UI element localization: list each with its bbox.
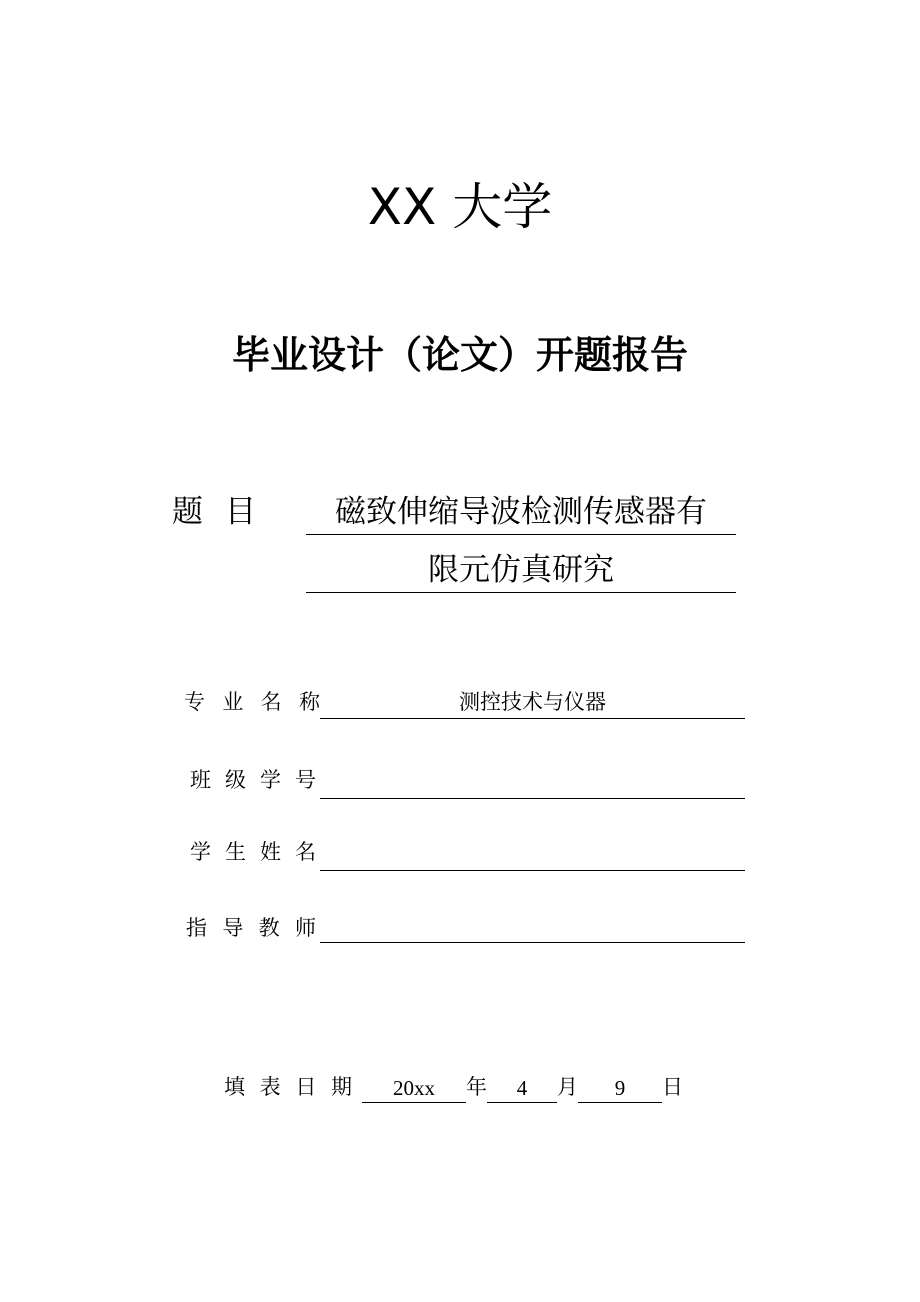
fill-date-label xyxy=(224,1071,352,1103)
student-name-field[interactable] xyxy=(320,838,745,871)
topic-label xyxy=(172,490,256,534)
label-char: 业 xyxy=(222,690,244,714)
label-char: 填 xyxy=(224,1075,245,1099)
topic-line-1[interactable]: 磁致伸缩导波检测传感器有 xyxy=(306,490,736,535)
university-name: XX 大学 xyxy=(367,178,553,236)
major-field[interactable]: 测控技术与仪器 xyxy=(320,686,745,719)
class-id-field[interactable] xyxy=(320,766,745,799)
label-char: 表 xyxy=(259,1075,281,1099)
fill-date-day[interactable]: 9 xyxy=(578,1074,662,1103)
advisor-field[interactable] xyxy=(320,910,745,943)
day-unit: 日 xyxy=(662,1075,683,1099)
year-unit: 年 xyxy=(466,1075,487,1099)
label-char: 名 xyxy=(295,840,316,864)
label-char: 日 xyxy=(295,1075,317,1099)
class-id-label xyxy=(190,764,316,796)
topic-label-char: 目 xyxy=(225,494,256,530)
label-char: 教 xyxy=(258,916,280,940)
label-char: 学 xyxy=(190,840,211,864)
topic-label-char: 题 xyxy=(172,494,203,530)
label-char: 级 xyxy=(225,768,246,792)
label-char: 名 xyxy=(260,690,282,714)
month-unit: 月 xyxy=(557,1075,578,1099)
fill-date-row xyxy=(224,1071,683,1103)
advisor-label xyxy=(186,912,316,944)
label-char: 姓 xyxy=(260,840,281,864)
label-char: 号 xyxy=(295,768,316,792)
fill-date-year[interactable]: 20xx xyxy=(362,1074,466,1103)
label-char: 学 xyxy=(260,768,281,792)
student-name-label xyxy=(190,836,316,868)
fill-date-month[interactable]: 4 xyxy=(487,1074,557,1103)
label-char: 指 xyxy=(186,916,207,940)
topic-line-2[interactable]: 限元仿真研究 xyxy=(306,548,736,593)
report-title: 毕业设计（论文）开题报告 xyxy=(231,333,688,377)
label-char: 生 xyxy=(225,840,246,864)
label-char: 专 xyxy=(184,690,205,714)
major-label xyxy=(184,686,320,718)
label-char: 师 xyxy=(294,916,316,940)
label-char: 称 xyxy=(298,690,320,714)
label-char: 导 xyxy=(222,916,244,940)
label-char: 期 xyxy=(330,1075,352,1099)
label-char: 班 xyxy=(190,768,211,792)
